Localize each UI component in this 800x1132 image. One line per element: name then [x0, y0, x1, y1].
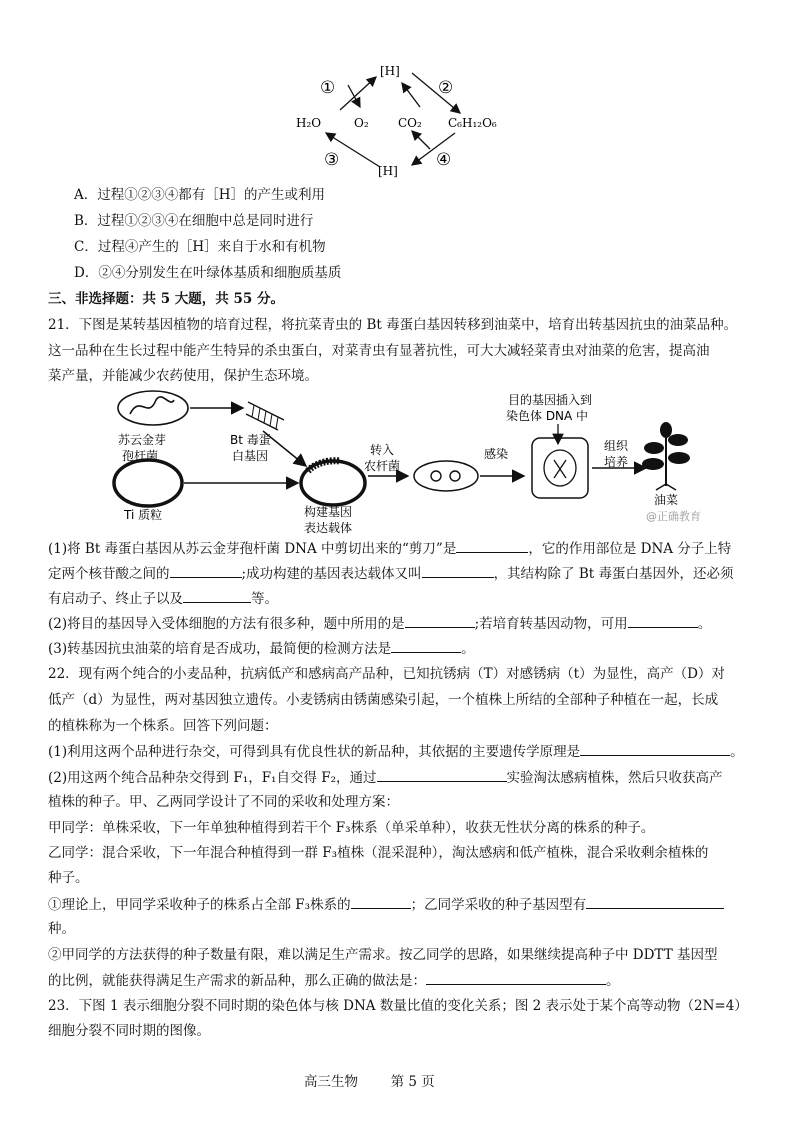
process-4-label: ④	[436, 150, 452, 170]
process-1-label: ①	[320, 78, 336, 98]
bacterial-dna-icon	[130, 397, 174, 414]
infect-label: 感染	[484, 447, 509, 461]
q22-yi-line1: 乙同学：混合采收，下一年混合种植得到一群 F₃植株（混采混种），淘汰感病和低产植株，混合采收剩余植株的	[48, 845, 709, 861]
q21-part2: (2)将目的基因导入受体细胞的方法有很多种，题中所用的是 ;若培育转基因动物，可用 。	[48, 613, 711, 634]
q22-jia: 甲同学：单株采收，下一年单独种植得到若干个 F₃株系（单采单种），收获无性状分离的株系的种子。	[48, 820, 655, 836]
process-2-label: ②	[438, 78, 454, 98]
culture-label-2: 培养	[604, 455, 629, 469]
cycle-diagram	[290, 55, 520, 185]
h-bottom-label: [H]	[378, 164, 398, 178]
q21-part1-line1: (1)将 Bt 毒蛋白基因从苏云金芽孢杆菌 DNA 中剪切出来的“剪刀”是 ，它的作用部位是 DNA 分子上特	[48, 538, 731, 559]
insert-label-2: 染色体 DNA 中	[506, 409, 589, 423]
agro-label-2: 农杆菌	[364, 459, 401, 473]
q22-intro-line-2: 低产（d）为显性，两对基因独立遗传。小麦锈病由锈菌感染引起，一个植株上所结的全部种子种植在一起，长成	[48, 692, 719, 708]
bacillus-cell-icon	[118, 391, 188, 425]
watermark: @正确教育	[646, 510, 701, 523]
footer-subject: 高三生物	[304, 1074, 358, 1090]
bacillus-label-1: 苏云金芽	[118, 433, 167, 447]
footer-page-number: 第 5 页	[390, 1074, 435, 1090]
agrobacterium-icon	[414, 461, 478, 491]
answer-blank[interactable]	[377, 767, 507, 782]
culture-label-1: 组织	[604, 439, 629, 453]
q23-line-2: 细胞分裂不同时期的图像。	[48, 1023, 210, 1039]
co2-label: CO₂	[398, 116, 422, 130]
q22-yi-line2: 种子。	[48, 870, 89, 886]
rape-plant-icon	[642, 422, 690, 490]
h-top-label: [H]	[380, 64, 400, 78]
answer-blank[interactable]	[170, 563, 242, 578]
q22-sub2-line2: 的比例，就能获得满足生产需求的新品种，那么正确的做法是： 。	[48, 970, 620, 991]
q23-line-1: 23．下图 1 表示细胞分裂不同时期的染色体与核 DNA 数量比值的变化关系；图 2 表示处于某个高等动物（2N=4）	[48, 998, 748, 1014]
glucose-label: C₆H₁₂O₆	[448, 116, 497, 130]
o2-label: O₂	[354, 116, 369, 130]
answer-blank[interactable]	[183, 588, 251, 603]
bt-gene-label-2: 白基因	[232, 449, 269, 463]
ti-plasmid-label: Ti 质粒	[124, 508, 163, 522]
vector-label-1: 构建基因	[304, 505, 353, 519]
bt-gene-icon	[246, 402, 284, 430]
answer-blank[interactable]	[628, 613, 698, 628]
q21-intro-line-1: 21．下图是某转基因植物的培育过程，将抗菜青虫的 Bt 毒蛋白基因转移到油菜中，培育出转基因抗虫的油菜品种。	[48, 317, 738, 333]
option-c: C．过程④产生的［H］来自于水和有机物	[74, 239, 326, 255]
h2o-label: H₂O	[296, 116, 322, 130]
q21-intro-line-2: 这一品种在生长过程中能产生特异的杀虫蛋白，对菜青虫有显著抗性，可大大减轻菜青虫对油菜的危害，提高油	[48, 343, 710, 359]
process-3-label: ③	[324, 150, 340, 170]
q22-sub1-line1: ①理论上，甲同学采收种子的株系占全部 F₃株系的 ；乙同学采收的种子基因型有	[48, 894, 724, 915]
section-title: 三、非选择题：共 5 大题，共 55 分。	[48, 291, 284, 307]
answer-blank[interactable]	[351, 894, 411, 909]
answer-blank[interactable]	[586, 894, 724, 909]
option-a: A．过程①②③④都有［H］的产生或利用	[74, 187, 326, 203]
insert-label-1: 目的基因插入到	[508, 393, 593, 407]
q22-sub1-line2: 种。	[48, 921, 75, 937]
q21-part3: (3)转基因抗虫油菜的培育是否成功，最简便的检测方法是 。	[48, 638, 475, 659]
bt-gene-label-1: Bt 毒蛋	[230, 433, 271, 447]
answer-blank[interactable]	[422, 563, 494, 578]
q22-part2-line2: 植株的种子。甲、乙两同学设计了不同的采收和处理方案：	[48, 794, 399, 810]
agro-label-1: 转入	[370, 443, 395, 457]
vector-label-2: 表达载体	[304, 521, 353, 535]
answer-blank[interactable]	[456, 538, 528, 553]
bacillus-label-2: 孢杆菌	[122, 449, 159, 463]
q21-part1-line2: 定两个核苷酸之间的 ;成功构建的基因表达载体又叫 ，其结构除了 Bt 毒蛋白基因外，还必须	[48, 563, 734, 584]
q21-intro-line-3: 菜产量，并能减少农药使用，保护生态环境。	[48, 368, 318, 384]
q21-part1-line3: 有启动子、终止子以及 等。	[48, 588, 278, 609]
answer-blank[interactable]	[405, 613, 475, 628]
q22-intro-line-1: 22．现有两个纯合的小麦品种，抗病低产和感病高产品种，已知抗锈病（T）对感锈病（t）为显性，高产（D）对	[48, 666, 725, 682]
transgenic-diagram	[108, 386, 728, 535]
answer-blank[interactable]	[426, 970, 606, 985]
option-b: B．过程①②③④在细胞中总是同时进行	[74, 213, 314, 229]
q22-part1: (1)利用这两个品种进行杂交，可得到具有优良性状的新品种，其依据的主要遗传学原理是 。	[48, 741, 744, 762]
page-footer	[304, 1072, 435, 1092]
q22-intro-line-3: 的植株称为一个株系。回答下列问题：	[48, 718, 278, 734]
answer-blank[interactable]	[580, 741, 730, 756]
q22-sub2-line1: ②甲同学的方法获得的种子数量有限，难以满足生产需求。按乙同学的思路，如果继续提高种子中 DDTT 基因型	[48, 947, 718, 963]
answer-blank[interactable]	[391, 638, 461, 653]
rape-label: 油菜	[654, 493, 679, 507]
q22-part2-line1: (2)用这两个纯合品种杂交得到 F₁，F₁自交得 F₂，通过 实验淘汰感病植株，然后只收获高产	[48, 767, 723, 788]
option-d: D．②④分别发生在叶绿体基质和细胞质基质	[74, 265, 342, 281]
ti-plasmid-icon	[114, 460, 182, 506]
